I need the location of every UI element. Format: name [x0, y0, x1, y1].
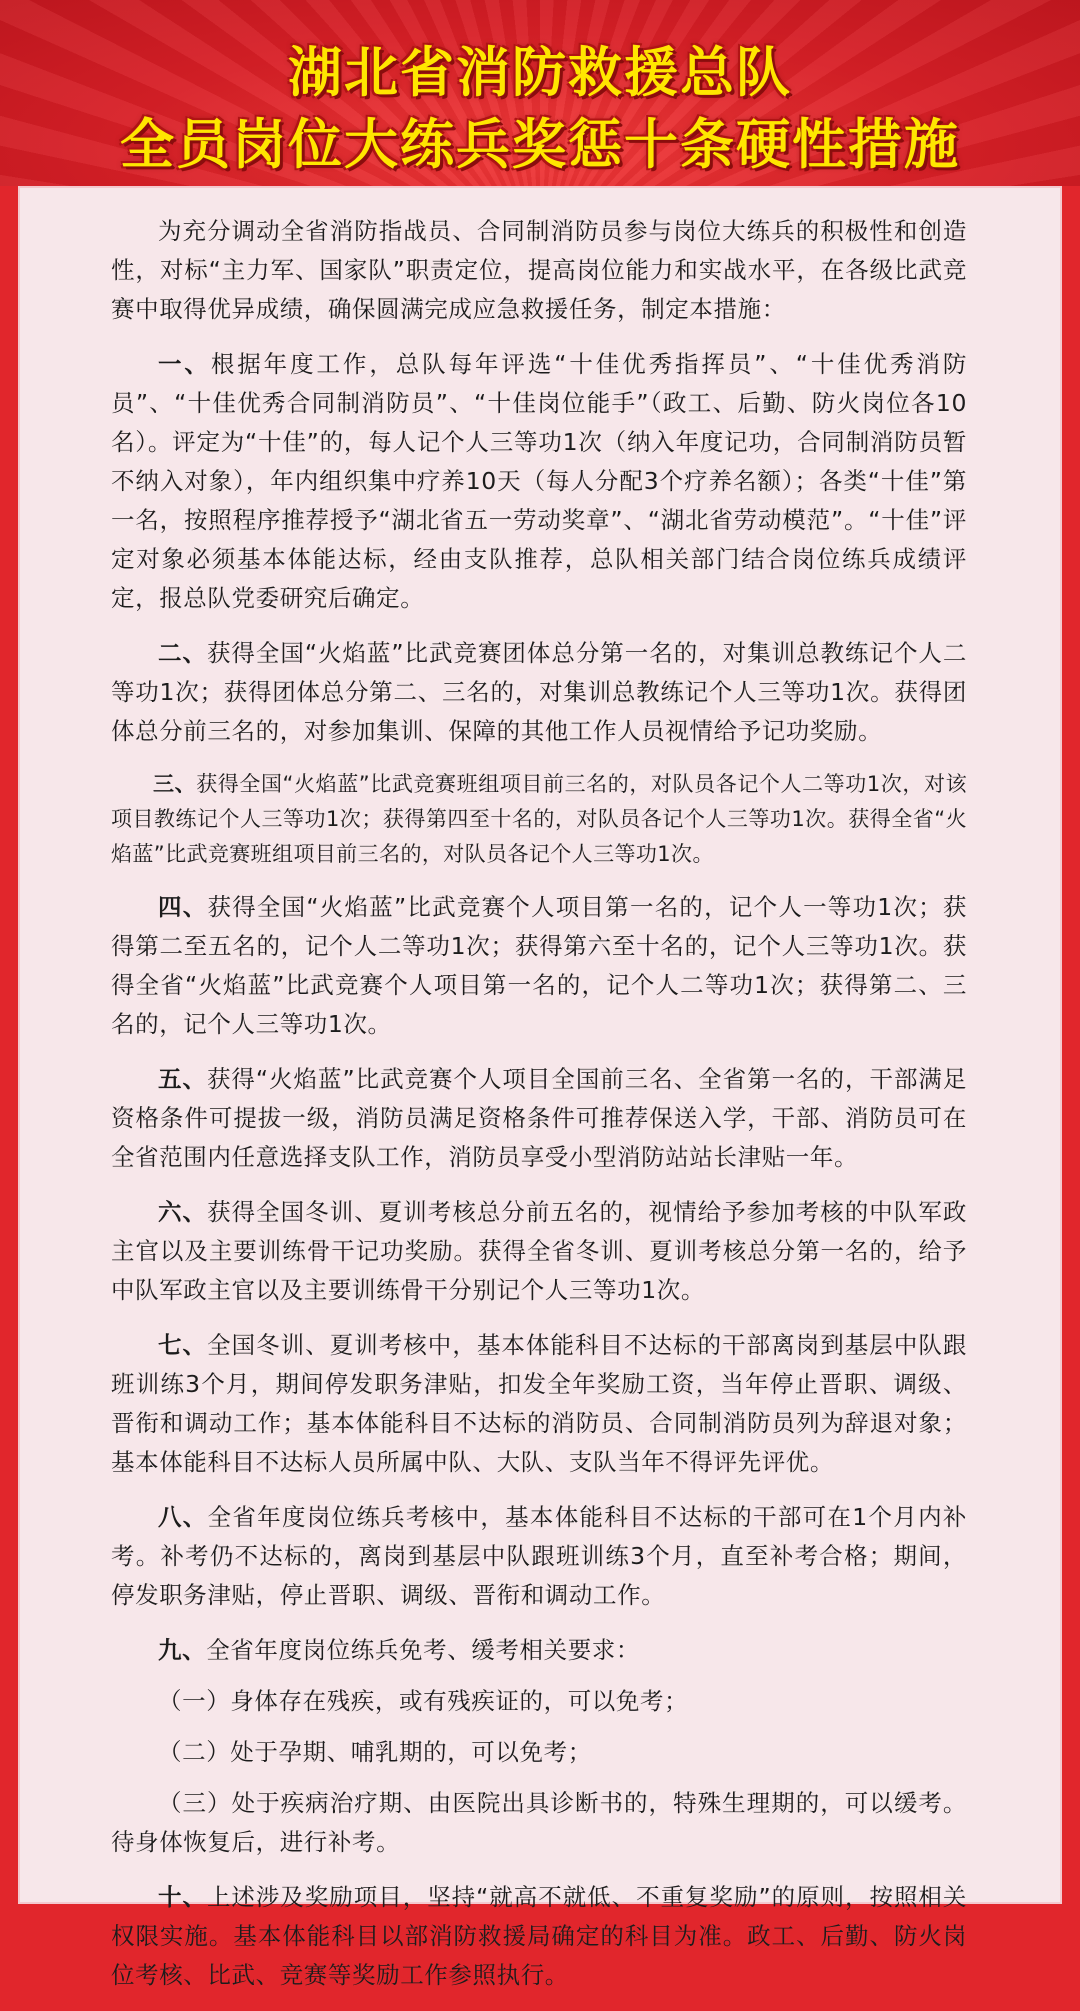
- header-title-line1: 湖北省消防救援总队: [288, 41, 792, 104]
- item-number: 五、: [158, 1065, 207, 1093]
- item-2: [111, 634, 967, 751]
- item-10: [111, 1878, 967, 1995]
- item-text: 获得“火焰蓝”比武竞赛个人项目全国前三名、全省第一名的，干部满足资格条件可提拔一级，消防员满足资格条件可推荐保送入学，干部、消防员可在全省范围内任意选择支队工作，消防员享受小型消防站站长津贴一年。: [111, 1065, 967, 1171]
- item-text: 全省年度岗位练兵考核中，基本体能科目不达标的干部可在1个月内补考。补考仍不达标的，离岗到基层中队跟班训练3个月，直至补考合格；期间，停发职务津贴，停止晋职、调级、晋衔和调动工作。: [111, 1503, 967, 1609]
- item-text: 获得全国冬训、夏训考核总分前五名的，视情给予参加考核的中队军政主官以及主要训练骨干记功奖励。获得全省冬训、夏训考核总分第一名的，给予中队军政主官以及主要训练骨干分别记个人三等功1次。: [111, 1198, 967, 1304]
- item-1: [111, 345, 967, 618]
- item-text: 全省年度岗位练兵免考、缓考相关要求：: [206, 1636, 641, 1664]
- item-text: 全国冬训、夏训考核中，基本体能科目不达标的干部离岗到基层中队跟班训练3个月，期间停发职务津贴，扣发全年奖励工资，当年停止晋职、调级、晋衔和调动工作；基本体能科目不达标的消防员、合同制消防员列为辞退对象；基本体能科目不达标人员所属中队、大队、支队当年不得评先评优。: [111, 1331, 967, 1476]
- intro-paragraph: 为充分调动全省消防指战员、合同制消防员参与岗位大练兵的积极性和创造性，对标“主力军、国家队”职责定位，提高岗位能力和实战水平，在各级比武竞赛中取得优异成绩，确保圆满完成应急救援任务，制定本措施：: [111, 217, 967, 323]
- item-number: 七、: [158, 1331, 208, 1359]
- item-5: [111, 1060, 967, 1177]
- item-number: 一、: [158, 350, 211, 378]
- sub-item-3: （三）处于疾病治疗期、由医院出具诊断书的，特殊生理期的，可以缓考。待身体恢复后，进行补考。: [111, 1789, 967, 1856]
- header-banner: [0, 0, 1080, 186]
- item-number: 八、: [158, 1503, 208, 1531]
- sub-item-1: （一）身体存在残疾，或有残疾证的，可以免考；: [158, 1687, 689, 1715]
- item-number: 三、: [153, 772, 197, 796]
- item-text: 上述涉及奖励项目，坚持“就高不就低、不重复奖励”的原则，按照相关权限实施。基本体能科目以部消防救援局确定的科目为准。政工、后勤、防火岗位考核、比武、竞赛等奖励工作参照执行。: [111, 1883, 967, 1989]
- item-number: 六、: [158, 1198, 208, 1226]
- item-6: [111, 1193, 967, 1310]
- header-title-line2: 全员岗位大练兵奖惩十条硬性措施: [120, 113, 960, 176]
- item-number: 四、: [158, 893, 208, 921]
- item-7: [111, 1326, 967, 1482]
- item-text: 根据年度工作，总队每年评选“十佳优秀指挥员”、“十佳优秀消防员”、“十佳优秀合同制消防员”、“十佳岗位能手”（政工、后勤、防火岗位各10名）。评定为“十佳”的，每人记个人三等功1次（纳入年度记功，合同制消防员暂不纳入对象），年内组织集中疗养10天（每人分配3个疗养名额）；各类“十佳”第一名，按照程序推荐授予“湖北省五一劳动奖章”、“湖北省劳动模范”。“十佳”评定对象必须基本体能达标，经由支队推荐，总队相关部门结合岗位练兵成绩评定，报总队党委研究后确定。: [111, 350, 968, 612]
- item-9: [111, 1631, 967, 1670]
- document-body: [111, 212, 967, 2011]
- item-number: 二、: [158, 639, 207, 667]
- item-text: 获得全国“火焰蓝”比武竞赛团体总分第一名的，对集训总教练记个人二等功1次；获得团体总分第二、三名的，对集训总教练记个人三等功1次。获得团体总分前三名的，对参加集训、保障的其他工作人员视情给予记功奖励。: [111, 639, 967, 745]
- item-text: 获得全国“火焰蓝”比武竞赛个人项目第一名的，记个人一等功1次；获得第二至五名的，记个人二等功1次；获得第六至十名的，记个人三等功1次。获得全省“火焰蓝”比武竞赛个人项目第一名的，记个人二等功1次；获得第二、三名的，记个人三等功1次。: [111, 893, 968, 1038]
- item-8: [111, 1498, 967, 1615]
- item-3: [111, 767, 967, 872]
- item-text: 获得全国“火焰蓝”比武竞赛班组项目前三名的，对队员各记个人二等功1次，对该项目教练记个人三等功1次；获得第四至十名的，对队员各记个人三等功1次。获得全省“火焰蓝”比武竞赛班组项目前三名的，对队员各记个人三等功1次。: [111, 772, 967, 866]
- item-4: [111, 888, 967, 1044]
- sub-item-2: （二）处于孕期、哺乳期的，可以免考；: [158, 1738, 592, 1766]
- item-number: 十、: [158, 1883, 207, 1911]
- item-number: 九、: [158, 1636, 207, 1664]
